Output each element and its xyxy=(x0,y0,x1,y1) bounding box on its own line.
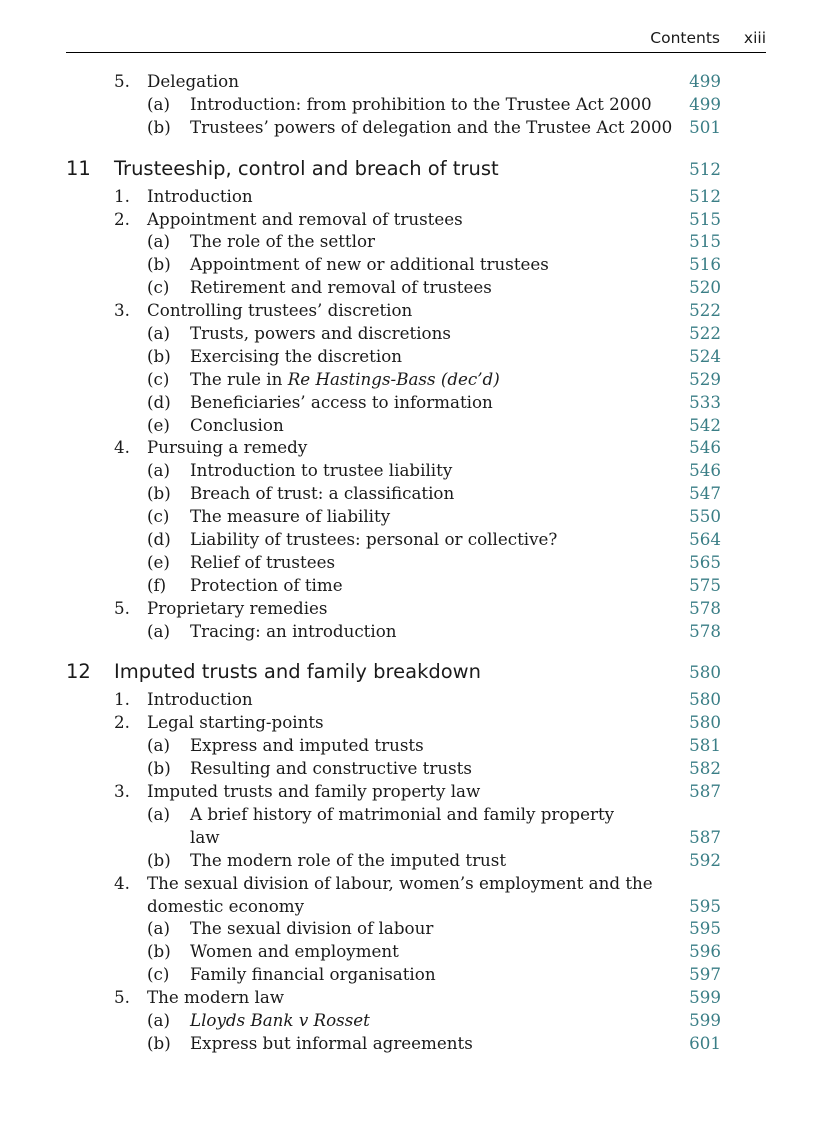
entry-page-number: 587 xyxy=(689,781,721,802)
toc-entry xyxy=(0,597,816,620)
toc-entry xyxy=(0,391,816,414)
entry-number: (a) xyxy=(147,460,170,481)
running-header-page-number: xiii xyxy=(743,29,766,47)
chapter-entry xyxy=(0,658,816,686)
entry-page-number: 578 xyxy=(689,597,721,618)
entry-title xyxy=(190,620,397,643)
entry-title xyxy=(190,505,390,528)
entry-title-text: Proprietary remedies xyxy=(147,597,328,618)
entry-title xyxy=(147,185,253,208)
entry-title-text: Women and employment xyxy=(190,941,399,962)
entry-title xyxy=(190,459,452,482)
entry-number: (c) xyxy=(147,506,170,527)
toc-entry xyxy=(0,230,816,253)
entry-title-text: Introduction to trustee liability xyxy=(190,460,453,481)
entry-number: (a) xyxy=(147,93,170,114)
entry-title-text: Trusteeship, control and breach of trust xyxy=(114,156,499,180)
entry-number: (d) xyxy=(147,391,171,412)
entry-title xyxy=(190,116,672,139)
toc-entry xyxy=(0,849,816,872)
toc-entry xyxy=(0,322,816,345)
entry-title xyxy=(190,528,557,551)
toc-entry xyxy=(0,803,816,826)
toc-entry xyxy=(0,574,816,597)
entry-title xyxy=(114,155,499,183)
entry-page-number: 581 xyxy=(689,735,721,756)
toc-entry xyxy=(0,826,816,849)
entry-number: (a) xyxy=(147,918,170,939)
entry-page-number: 522 xyxy=(689,323,721,344)
entry-title-text: Family financial organisation xyxy=(190,964,436,985)
entry-number: 2. xyxy=(114,712,130,733)
entry-title-text: Resulting and constructive trusts xyxy=(190,758,472,779)
entry-title xyxy=(147,895,304,918)
entry-page-number: 546 xyxy=(689,460,721,481)
entry-number: (e) xyxy=(147,551,170,572)
toc-entry xyxy=(0,734,816,757)
entry-number: (c) xyxy=(147,964,170,985)
toc-entry xyxy=(0,1009,816,1032)
entry-title xyxy=(147,688,253,711)
entry-number: 1. xyxy=(114,689,130,710)
entry-title-text: The role of the settlor xyxy=(190,231,375,252)
entry-number: (b) xyxy=(147,849,171,870)
toc-entry xyxy=(0,917,816,940)
entry-number: 2. xyxy=(114,208,130,229)
entry-page-number: 580 xyxy=(689,712,721,733)
entry-title-text: Tracing: an introduction xyxy=(190,620,397,641)
entry-title xyxy=(147,872,653,895)
entry-number: 5. xyxy=(114,71,130,91)
entry-page-number: 512 xyxy=(689,158,721,179)
entry-title xyxy=(190,917,433,940)
entry-title-text: Introduction xyxy=(147,689,253,710)
entry-title xyxy=(190,551,335,574)
entry-number: (b) xyxy=(147,758,171,779)
toc-entry xyxy=(0,505,816,528)
entry-page-number: 529 xyxy=(689,368,721,389)
entry-title xyxy=(190,826,220,849)
entry-title xyxy=(190,803,614,826)
entry-title-text: Relief of trustees xyxy=(190,551,336,572)
toc-entry xyxy=(0,436,816,459)
entry-title xyxy=(190,322,451,345)
entry-title xyxy=(147,436,307,459)
entry-page-number: 597 xyxy=(689,964,721,985)
toc-entry xyxy=(0,368,816,391)
entry-number: (a) xyxy=(147,323,170,344)
entry-page-number: 546 xyxy=(689,437,721,458)
toc-entry xyxy=(0,757,816,780)
entry-title-text: Appointment of new or additional trustees xyxy=(190,254,549,275)
toc-entry xyxy=(0,414,816,437)
entry-page-number: 592 xyxy=(689,849,721,870)
entry-page-number: 501 xyxy=(689,116,721,137)
entry-page-number: 515 xyxy=(689,208,721,229)
entry-number: 3. xyxy=(114,781,130,802)
entry-number: (a) xyxy=(147,1009,170,1030)
entry-title xyxy=(190,414,284,437)
entry-page-number: 587 xyxy=(689,826,721,847)
toc-entry xyxy=(0,70,816,93)
toc-entry xyxy=(0,299,816,322)
entry-title-case-name: Lloyds Bank v Rosset xyxy=(190,1009,370,1030)
entry-page-number: 499 xyxy=(689,93,721,114)
entry-title xyxy=(147,780,480,803)
entry-title xyxy=(190,391,493,414)
toc-entry xyxy=(0,1032,816,1055)
entry-number: (b) xyxy=(147,345,171,366)
entry-page-number: 516 xyxy=(689,254,721,275)
entry-page-number: 515 xyxy=(689,231,721,252)
entry-number: (b) xyxy=(147,941,171,962)
entry-title xyxy=(147,986,284,1009)
entry-title-text: Exercising the discretion xyxy=(190,345,403,366)
entry-page-number: 595 xyxy=(689,918,721,939)
entry-title-text: Controlling trustees’ discretion xyxy=(147,300,413,321)
entry-number: (a) xyxy=(147,803,170,824)
entry-page-number: 524 xyxy=(689,345,721,366)
table-of-contents xyxy=(0,70,816,1055)
entry-title-text: The rule in xyxy=(190,368,288,389)
toc-entry xyxy=(0,459,816,482)
entry-title xyxy=(190,253,549,276)
entry-title-text: A brief history of matrimonial and family property xyxy=(190,803,615,824)
toc-entry xyxy=(0,528,816,551)
entry-title xyxy=(190,93,652,116)
toc-entry xyxy=(0,780,816,803)
entry-title xyxy=(147,711,324,734)
entry-title-text: The measure of liability xyxy=(190,506,391,527)
entry-page-number: 596 xyxy=(689,941,721,962)
entry-number: (c) xyxy=(147,368,170,389)
toc-entry xyxy=(0,185,816,208)
entry-title-text: domestic economy xyxy=(147,895,304,916)
entry-title-text: Protection of time xyxy=(190,574,343,595)
entry-page-number: 601 xyxy=(689,1032,721,1053)
entry-number: (a) xyxy=(147,735,170,756)
entry-number: (a) xyxy=(147,231,170,252)
entry-title xyxy=(190,230,375,253)
entry-title-text: Introduction xyxy=(147,185,253,206)
toc-entry xyxy=(0,276,816,299)
entry-page-number: 520 xyxy=(689,277,721,298)
entry-page-number: 542 xyxy=(689,414,721,435)
toc-entry xyxy=(0,940,816,963)
chapter-entry xyxy=(0,155,816,183)
entry-number: 1. xyxy=(114,185,130,206)
entry-title xyxy=(190,482,454,505)
entry-title xyxy=(114,658,481,686)
entry-title xyxy=(147,299,412,322)
entry-number: 5. xyxy=(114,597,130,618)
entry-number: (d) xyxy=(147,529,171,550)
toc-entry xyxy=(0,872,816,895)
entry-page-number: 565 xyxy=(689,551,721,572)
entry-page-number: 582 xyxy=(689,758,721,779)
entry-title-text: law xyxy=(190,826,220,847)
entry-number: 3. xyxy=(114,300,130,321)
running-header-title: Contents xyxy=(650,29,720,47)
entry-page-number: 580 xyxy=(689,689,721,710)
entry-title-text: The sexual division of labour, women’s employment and the xyxy=(147,872,653,893)
entry-title xyxy=(190,1032,473,1055)
entry-title-text: Legal starting-points xyxy=(147,712,324,733)
entry-title-case-name: Re Hastings-Bass (dec’d) xyxy=(287,368,500,389)
entry-title-text: Appointment and removal of trustees xyxy=(147,208,463,229)
toc-entry xyxy=(0,620,816,643)
entry-page-number: 599 xyxy=(689,1009,721,1030)
entry-number: (b) xyxy=(147,1032,171,1053)
entry-number: (c) xyxy=(147,277,170,298)
entry-number: 12 xyxy=(66,660,91,684)
entry-title-text: Trustees’ powers of delegation and the Trustee Act 2000 xyxy=(190,116,673,137)
entry-number: (b) xyxy=(147,116,171,137)
entry-title-text: Trusts, powers and discretions xyxy=(190,323,451,344)
toc-entry xyxy=(0,711,816,734)
entry-page-number: 533 xyxy=(689,391,721,412)
toc-entry xyxy=(0,963,816,986)
entry-page-number: 564 xyxy=(689,529,721,550)
entry-title xyxy=(190,574,343,597)
entry-title-text: The modern law xyxy=(147,987,285,1008)
entry-number: 4. xyxy=(114,872,130,893)
entry-number: 11 xyxy=(66,156,91,180)
entry-number: (b) xyxy=(147,254,171,275)
toc-entry xyxy=(0,116,816,139)
entry-page-number: 499 xyxy=(689,71,721,91)
entry-page-number: 580 xyxy=(689,662,721,683)
entry-title xyxy=(147,208,463,231)
toc-entry xyxy=(0,93,816,116)
entry-title xyxy=(190,734,424,757)
entry-title-text: Express but informal agreements xyxy=(190,1032,473,1053)
entry-title-text: Liability of trustees: personal or collective? xyxy=(190,529,558,550)
entry-page-number: 578 xyxy=(689,620,721,641)
entry-title xyxy=(190,757,472,780)
entry-title-text: Pursuing a remedy xyxy=(147,437,308,458)
entry-title-text: Breach of trust: a classification xyxy=(190,483,455,504)
entry-title xyxy=(190,368,500,391)
entry-title-text: Retirement and removal of trustees xyxy=(190,277,492,298)
entry-number: 5. xyxy=(114,987,130,1008)
entry-title xyxy=(190,940,399,963)
entry-title xyxy=(147,70,239,93)
entry-title-text: Delegation xyxy=(147,71,239,91)
entry-page-number: 575 xyxy=(689,574,721,595)
entry-number: 4. xyxy=(114,437,130,458)
toc-entry xyxy=(0,253,816,276)
entry-page-number: 599 xyxy=(689,987,721,1008)
entry-title-text: Imputed trusts and family breakdown xyxy=(114,660,481,684)
entry-title-text: Imputed trusts and family property law xyxy=(147,781,481,802)
entry-title-text: Express and imputed trusts xyxy=(190,735,424,756)
entry-number: (e) xyxy=(147,414,170,435)
entry-title xyxy=(190,1009,370,1032)
entry-title xyxy=(190,963,436,986)
toc-entry xyxy=(0,895,816,918)
entry-number: (b) xyxy=(147,483,171,504)
toc-entry xyxy=(0,688,816,711)
entry-page-number: 595 xyxy=(689,895,721,916)
toc-entry xyxy=(0,208,816,231)
entry-title-text: Conclusion xyxy=(190,414,284,435)
toc-entry xyxy=(0,986,816,1009)
entry-title xyxy=(190,345,402,368)
entry-number: (a) xyxy=(147,620,170,641)
entry-page-number: 547 xyxy=(689,483,721,504)
entry-number: (f) xyxy=(147,574,167,595)
toc-entry xyxy=(0,551,816,574)
entry-title xyxy=(190,849,506,872)
entry-title-text: Introduction: from prohibition to the Trustee Act 2000 xyxy=(190,93,652,114)
entry-title xyxy=(147,597,328,620)
entry-page-number: 550 xyxy=(689,506,721,527)
toc-entry xyxy=(0,345,816,368)
running-header xyxy=(66,28,766,53)
toc-entry xyxy=(0,482,816,505)
entry-title-text: The sexual division of labour xyxy=(190,918,434,939)
entry-title-text: The modern role of the imputed trust xyxy=(190,849,507,870)
entry-page-number: 512 xyxy=(689,185,721,206)
entry-title xyxy=(190,276,492,299)
entry-page-number: 522 xyxy=(689,300,721,321)
entry-title-text: Beneficiaries’ access to information xyxy=(190,391,493,412)
